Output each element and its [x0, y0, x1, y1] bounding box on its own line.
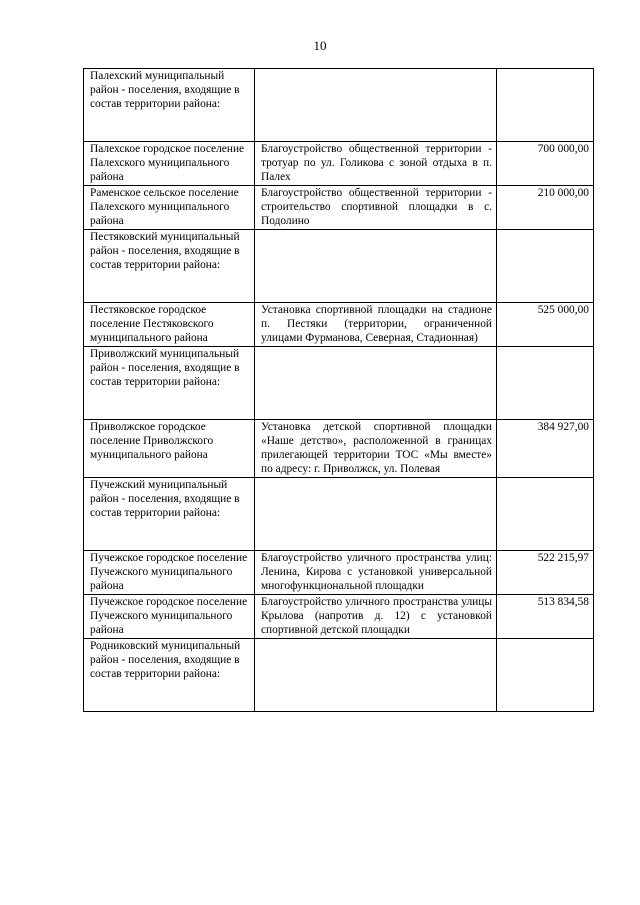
amount-cell: 210 000,00 [497, 186, 594, 230]
project-description-cell: Благоустройство общественной территории - строительство спортивной площадки в с. Подолино [255, 186, 497, 230]
table-row [84, 639, 594, 712]
settlement-name-cell: Пучежское городское поселение Пучежского муниципального района [84, 595, 255, 639]
page-number: 10 [313, 38, 327, 53]
table-row [84, 142, 594, 186]
project-description-cell: Благоустройство уличного пространства улицы Крылова (напротив д. 12) с установкой спортивной детской площадки [255, 595, 497, 639]
table-row [84, 551, 594, 595]
project-description-cell [255, 230, 497, 303]
settlement-name-cell: Раменское сельское поселение Палехского муниципального района [84, 186, 255, 230]
settlement-name-cell: Приволжский муниципальный район - поселения, входящие в состав территории района: [84, 347, 255, 420]
amount-cell [497, 230, 594, 303]
table-row [84, 595, 594, 639]
table-row [84, 186, 594, 230]
project-description-cell: Благоустройство общественной территории - тротуар по ул. Голикова с зоной отдыха в п. Палех [255, 142, 497, 186]
table-row [84, 420, 594, 478]
settlement-name-cell: Палехское городское поселение Палехского муниципального района [84, 142, 255, 186]
settlement-name-cell: Палехский муниципальный район - поселения, входящие в состав территории района: [84, 69, 255, 142]
settlement-name-cell: Родниковский муниципальный район - поселения, входящие в состав территории района: [84, 639, 255, 712]
settlement-name-cell: Пучежский муниципальный район - поселения, входящие в состав территории района: [84, 478, 255, 551]
subsidy-table [83, 68, 594, 712]
settlement-name-cell: Пестяковское городское поселение Пестяковского муниципального района [84, 303, 255, 347]
project-description-cell [255, 347, 497, 420]
amount-cell: 384 927,00 [497, 420, 594, 478]
settlement-name-cell: Пестяковский муниципальный район - поселения, входящие в состав территории района: [84, 230, 255, 303]
settlement-name-cell: Приволжское городское поселение Приволжского муниципального района [84, 420, 255, 478]
table-row [84, 69, 594, 142]
project-description-cell: Установка спортивной площадки на стадионе п. Пестяки (территории, ограниченной улицами Фурманова, Северная, Стадионная) [255, 303, 497, 347]
amount-cell: 513 834,58 [497, 595, 594, 639]
project-description-cell [255, 639, 497, 712]
table-row [84, 303, 594, 347]
settlement-name-cell: Пучежское городское поселение Пучежского муниципального района [84, 551, 255, 595]
amount-cell [497, 639, 594, 712]
project-description-cell: Установка детской спортивной площадки «Наше детство», расположенной в границах прилегающей территории ТОС «Мы вместе» по адресу: г. Приволжск, ул. Полевая [255, 420, 497, 478]
table-row [84, 347, 594, 420]
amount-cell [497, 478, 594, 551]
table-row [84, 478, 594, 551]
subsidy-table-body [84, 69, 594, 712]
amount-cell [497, 69, 594, 142]
project-description-cell [255, 478, 497, 551]
amount-cell [497, 347, 594, 420]
table-row [84, 230, 594, 303]
amount-cell: 522 215,97 [497, 551, 594, 595]
project-description-cell: Благоустройство уличного пространства улиц: Ленина, Кирова с установкой универсальной многофункциональной площадки [255, 551, 497, 595]
amount-cell: 700 000,00 [497, 142, 594, 186]
amount-cell: 525 000,00 [497, 303, 594, 347]
project-description-cell [255, 69, 497, 142]
